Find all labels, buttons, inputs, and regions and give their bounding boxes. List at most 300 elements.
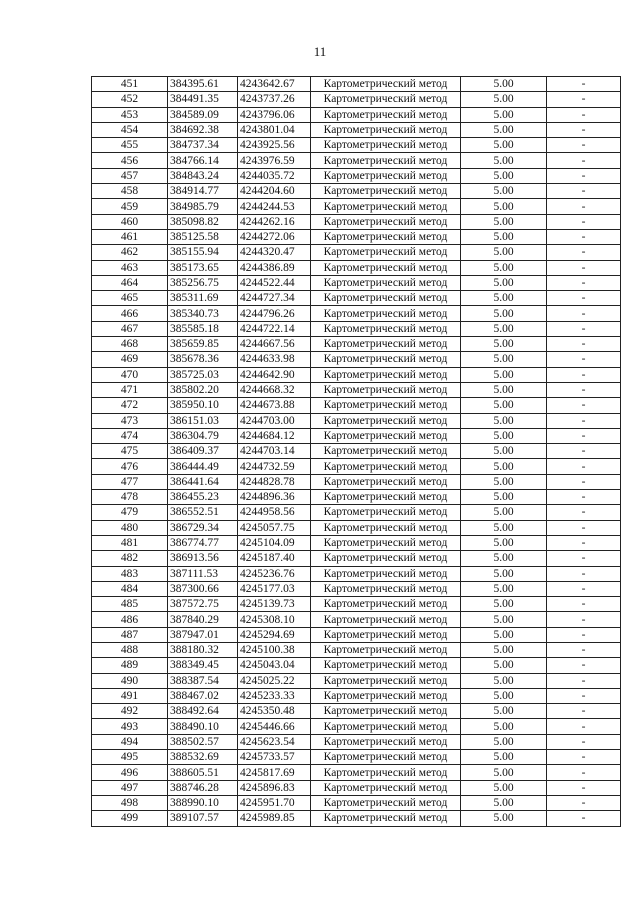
y-coordinate-cell: 4244320.47 (238, 245, 311, 260)
precision-cell: 5.00 (461, 551, 547, 566)
x-coordinate-cell: 384395.61 (168, 77, 238, 92)
y-coordinate-cell: 4245989.85 (238, 811, 311, 826)
method-cell: Картометрический метод (311, 107, 461, 122)
y-coordinate-cell: 4245057.75 (238, 520, 311, 535)
note-cell: - (547, 260, 621, 275)
method-cell: Картометрический метод (311, 153, 461, 168)
precision-cell: 5.00 (461, 321, 547, 336)
table-row (92, 77, 621, 92)
y-coordinate-cell: 4243976.59 (238, 153, 311, 168)
point-number-cell: 490 (92, 673, 168, 688)
x-coordinate-cell: 388502.57 (168, 734, 238, 749)
point-number-cell: 498 (92, 795, 168, 810)
table-row (92, 337, 621, 352)
method-cell: Картометрический метод (311, 627, 461, 642)
table-row (92, 352, 621, 367)
note-cell: - (547, 581, 621, 596)
x-coordinate-cell: 388387.54 (168, 673, 238, 688)
y-coordinate-cell: 4243642.67 (238, 77, 311, 92)
note-cell: - (547, 77, 621, 92)
note-cell: - (547, 367, 621, 382)
precision-cell: 5.00 (461, 77, 547, 92)
point-number-cell: 463 (92, 260, 168, 275)
method-cell: Картометрический метод (311, 275, 461, 290)
y-coordinate-cell: 4244668.32 (238, 382, 311, 397)
x-coordinate-cell: 385678.36 (168, 352, 238, 367)
x-coordinate-cell: 385098.82 (168, 214, 238, 229)
table-row (92, 612, 621, 627)
point-number-cell: 488 (92, 642, 168, 657)
table-row (92, 719, 621, 734)
y-coordinate-cell: 4243737.26 (238, 92, 311, 107)
note-cell: - (547, 138, 621, 153)
table-row (92, 214, 621, 229)
y-coordinate-cell: 4245100.38 (238, 642, 311, 657)
method-cell: Картометрический метод (311, 184, 461, 199)
point-number-cell: 484 (92, 581, 168, 596)
x-coordinate-cell: 387947.01 (168, 627, 238, 642)
point-number-cell: 455 (92, 138, 168, 153)
method-cell: Картометрический метод (311, 214, 461, 229)
point-number-cell: 466 (92, 306, 168, 321)
precision-cell: 5.00 (461, 704, 547, 719)
note-cell: - (547, 520, 621, 535)
method-cell: Картометрический метод (311, 535, 461, 550)
note-cell: - (547, 428, 621, 443)
y-coordinate-cell: 4244667.56 (238, 337, 311, 352)
table-row (92, 597, 621, 612)
y-coordinate-cell: 4244896.36 (238, 490, 311, 505)
point-number-cell: 485 (92, 597, 168, 612)
note-cell: - (547, 382, 621, 397)
x-coordinate-cell: 385311.69 (168, 291, 238, 306)
precision-cell: 5.00 (461, 229, 547, 244)
method-cell: Картометрический метод (311, 92, 461, 107)
method-cell: Картометрический метод (311, 77, 461, 92)
note-cell: - (547, 734, 621, 749)
y-coordinate-cell: 4245043.04 (238, 658, 311, 673)
x-coordinate-cell: 388467.02 (168, 688, 238, 703)
y-coordinate-cell: 4245896.83 (238, 780, 311, 795)
note-cell: - (547, 811, 621, 826)
precision-cell: 5.00 (461, 642, 547, 657)
y-coordinate-cell: 4244204.60 (238, 184, 311, 199)
table-row (92, 153, 621, 168)
method-cell: Картометрический метод (311, 260, 461, 275)
x-coordinate-cell: 388532.69 (168, 750, 238, 765)
page-number: 11 (313, 44, 327, 59)
point-number-cell: 494 (92, 734, 168, 749)
precision-cell: 5.00 (461, 658, 547, 673)
note-cell: - (547, 612, 621, 627)
x-coordinate-cell: 384737.34 (168, 138, 238, 153)
precision-cell: 5.00 (461, 597, 547, 612)
note-cell: - (547, 291, 621, 306)
note-cell: - (547, 535, 621, 550)
note-cell: - (547, 505, 621, 520)
y-coordinate-cell: 4245187.40 (238, 551, 311, 566)
precision-cell: 5.00 (461, 122, 547, 137)
precision-cell: 5.00 (461, 627, 547, 642)
x-coordinate-cell: 386151.03 (168, 413, 238, 428)
note-cell: - (547, 795, 621, 810)
y-coordinate-cell: 4244522.44 (238, 275, 311, 290)
precision-cell: 5.00 (461, 306, 547, 321)
precision-cell: 5.00 (461, 688, 547, 703)
note-cell: - (547, 444, 621, 459)
point-number-cell: 487 (92, 627, 168, 642)
point-number-cell: 479 (92, 505, 168, 520)
y-coordinate-cell: 4245308.10 (238, 612, 311, 627)
x-coordinate-cell: 384985.79 (168, 199, 238, 214)
precision-cell: 5.00 (461, 520, 547, 535)
precision-cell: 5.00 (461, 566, 547, 581)
method-cell: Картометрический метод (311, 367, 461, 382)
table-row (92, 811, 621, 826)
x-coordinate-cell: 386444.49 (168, 459, 238, 474)
table-row (92, 581, 621, 596)
y-coordinate-cell: 4244035.72 (238, 168, 311, 183)
x-coordinate-cell: 384692.38 (168, 122, 238, 137)
table-row (92, 780, 621, 795)
table-row (92, 168, 621, 183)
point-number-cell: 482 (92, 551, 168, 566)
note-cell: - (547, 597, 621, 612)
precision-cell: 5.00 (461, 260, 547, 275)
method-cell: Картометрический метод (311, 765, 461, 780)
note-cell: - (547, 337, 621, 352)
precision-cell: 5.00 (461, 505, 547, 520)
point-number-cell: 478 (92, 490, 168, 505)
table-row (92, 505, 621, 520)
point-number-cell: 475 (92, 444, 168, 459)
precision-cell: 5.00 (461, 765, 547, 780)
precision-cell: 5.00 (461, 382, 547, 397)
note-cell: - (547, 229, 621, 244)
y-coordinate-cell: 4244722.14 (238, 321, 311, 336)
method-cell: Картометрический метод (311, 444, 461, 459)
note-cell: - (547, 168, 621, 183)
x-coordinate-cell: 385340.73 (168, 306, 238, 321)
y-coordinate-cell: 4243796.06 (238, 107, 311, 122)
point-number-cell: 456 (92, 153, 168, 168)
precision-cell: 5.00 (461, 291, 547, 306)
note-cell: - (547, 719, 621, 734)
precision-cell: 5.00 (461, 107, 547, 122)
x-coordinate-cell: 386441.64 (168, 474, 238, 489)
method-cell: Картометрический метод (311, 551, 461, 566)
method-cell: Картометрический метод (311, 168, 461, 183)
precision-cell: 5.00 (461, 811, 547, 826)
method-cell: Картометрический метод (311, 566, 461, 581)
y-coordinate-cell: 4243801.04 (238, 122, 311, 137)
point-number-cell: 481 (92, 535, 168, 550)
method-cell: Картометрический метод (311, 352, 461, 367)
table-row (92, 382, 621, 397)
table-row (92, 765, 621, 780)
precision-cell: 5.00 (461, 398, 547, 413)
method-cell: Картометрический метод (311, 597, 461, 612)
method-cell: Картометрический метод (311, 719, 461, 734)
note-cell: - (547, 780, 621, 795)
x-coordinate-cell: 385659.85 (168, 337, 238, 352)
note-cell: - (547, 704, 621, 719)
precision-cell: 5.00 (461, 337, 547, 352)
precision-cell: 5.00 (461, 750, 547, 765)
note-cell: - (547, 765, 621, 780)
note-cell: - (547, 245, 621, 260)
table-row (92, 413, 621, 428)
table-row (92, 92, 621, 107)
point-number-cell: 496 (92, 765, 168, 780)
x-coordinate-cell: 386913.56 (168, 551, 238, 566)
y-coordinate-cell: 4244684.12 (238, 428, 311, 443)
point-number-cell: 451 (92, 77, 168, 92)
table-row (92, 734, 621, 749)
y-coordinate-cell: 4244727.34 (238, 291, 311, 306)
note-cell: - (547, 490, 621, 505)
y-coordinate-cell: 4245446.66 (238, 719, 311, 734)
table-row (92, 306, 621, 321)
point-number-cell: 471 (92, 382, 168, 397)
point-number-cell: 468 (92, 337, 168, 352)
table-row (92, 291, 621, 306)
y-coordinate-cell: 4244244.53 (238, 199, 311, 214)
method-cell: Картометрический метод (311, 229, 461, 244)
table-row (92, 122, 621, 137)
table-row (92, 520, 621, 535)
method-cell: Картометрический метод (311, 398, 461, 413)
x-coordinate-cell: 385125.58 (168, 229, 238, 244)
y-coordinate-cell: 4245817.69 (238, 765, 311, 780)
point-number-cell: 495 (92, 750, 168, 765)
point-number-cell: 499 (92, 811, 168, 826)
x-coordinate-cell: 386455.23 (168, 490, 238, 505)
precision-cell: 5.00 (461, 199, 547, 214)
point-number-cell: 473 (92, 413, 168, 428)
precision-cell: 5.00 (461, 734, 547, 749)
point-number-cell: 467 (92, 321, 168, 336)
method-cell: Картометрический метод (311, 321, 461, 336)
method-cell: Картометрический метод (311, 688, 461, 703)
point-number-cell: 489 (92, 658, 168, 673)
method-cell: Картометрический метод (311, 459, 461, 474)
x-coordinate-cell: 386552.51 (168, 505, 238, 520)
y-coordinate-cell: 4245236.76 (238, 566, 311, 581)
method-cell: Картометрический метод (311, 337, 461, 352)
method-cell: Картометрический метод (311, 673, 461, 688)
y-coordinate-cell: 4244642.90 (238, 367, 311, 382)
note-cell: - (547, 459, 621, 474)
table-row (92, 688, 621, 703)
point-number-cell: 453 (92, 107, 168, 122)
table-row (92, 551, 621, 566)
precision-cell: 5.00 (461, 92, 547, 107)
note-cell: - (547, 673, 621, 688)
method-cell: Картометрический метод (311, 291, 461, 306)
point-number-cell: 480 (92, 520, 168, 535)
method-cell: Картометрический метод (311, 474, 461, 489)
point-number-cell: 472 (92, 398, 168, 413)
precision-cell: 5.00 (461, 153, 547, 168)
method-cell: Картометрический метод (311, 581, 461, 596)
point-number-cell: 476 (92, 459, 168, 474)
table-row (92, 107, 621, 122)
point-number-cell: 474 (92, 428, 168, 443)
precision-cell: 5.00 (461, 245, 547, 260)
note-cell: - (547, 566, 621, 581)
point-number-cell: 459 (92, 199, 168, 214)
method-cell: Картометрический метод (311, 780, 461, 795)
note-cell: - (547, 306, 621, 321)
note-cell: - (547, 107, 621, 122)
x-coordinate-cell: 387572.75 (168, 597, 238, 612)
note-cell: - (547, 474, 621, 489)
point-number-cell: 464 (92, 275, 168, 290)
x-coordinate-cell: 384589.09 (168, 107, 238, 122)
y-coordinate-cell: 4245350.48 (238, 704, 311, 719)
point-number-cell: 457 (92, 168, 168, 183)
x-coordinate-cell: 384491.35 (168, 92, 238, 107)
x-coordinate-cell: 388746.28 (168, 780, 238, 795)
table-row (92, 566, 621, 581)
x-coordinate-cell: 388990.10 (168, 795, 238, 810)
method-cell: Картометрический метод (311, 245, 461, 260)
point-number-cell: 462 (92, 245, 168, 260)
x-coordinate-cell: 387840.29 (168, 612, 238, 627)
x-coordinate-cell: 386729.34 (168, 520, 238, 535)
table-row (92, 444, 621, 459)
precision-cell: 5.00 (461, 490, 547, 505)
note-cell: - (547, 551, 621, 566)
note-cell: - (547, 214, 621, 229)
method-cell: Картометрический метод (311, 734, 461, 749)
x-coordinate-cell: 386409.37 (168, 444, 238, 459)
note-cell: - (547, 627, 621, 642)
table-row (92, 673, 621, 688)
x-coordinate-cell: 388492.64 (168, 704, 238, 719)
table-row (92, 704, 621, 719)
x-coordinate-cell: 384843.24 (168, 168, 238, 183)
point-number-cell: 465 (92, 291, 168, 306)
y-coordinate-cell: 4245025.22 (238, 673, 311, 688)
y-coordinate-cell: 4245951.70 (238, 795, 311, 810)
note-cell: - (547, 398, 621, 413)
table-row (92, 535, 621, 550)
method-cell: Картометрический метод (311, 122, 461, 137)
precision-cell: 5.00 (461, 352, 547, 367)
precision-cell: 5.00 (461, 138, 547, 153)
x-coordinate-cell: 389107.57 (168, 811, 238, 826)
method-cell: Картометрический метод (311, 795, 461, 810)
method-cell: Картометрический метод (311, 382, 461, 397)
precision-cell: 5.00 (461, 275, 547, 290)
table-row (92, 658, 621, 673)
table-row (92, 367, 621, 382)
precision-cell: 5.00 (461, 184, 547, 199)
y-coordinate-cell: 4244703.14 (238, 444, 311, 459)
table-row (92, 199, 621, 214)
table-row (92, 750, 621, 765)
point-number-cell: 491 (92, 688, 168, 703)
note-cell: - (547, 413, 621, 428)
y-coordinate-cell: 4244828.78 (238, 474, 311, 489)
point-number-cell: 460 (92, 214, 168, 229)
note-cell: - (547, 184, 621, 199)
y-coordinate-cell: 4245177.03 (238, 581, 311, 596)
table-body (92, 77, 621, 827)
precision-cell: 5.00 (461, 413, 547, 428)
table-row (92, 795, 621, 810)
y-coordinate-cell: 4244262.16 (238, 214, 311, 229)
x-coordinate-cell: 384914.77 (168, 184, 238, 199)
note-cell: - (547, 658, 621, 673)
table-row (92, 642, 621, 657)
y-coordinate-cell: 4244633.98 (238, 352, 311, 367)
method-cell: Картометрический метод (311, 490, 461, 505)
y-coordinate-cell: 4244386.89 (238, 260, 311, 275)
method-cell: Картометрический метод (311, 306, 461, 321)
precision-cell: 5.00 (461, 367, 547, 382)
y-coordinate-cell: 4245139.73 (238, 597, 311, 612)
method-cell: Картометрический метод (311, 642, 461, 657)
point-number-cell: 477 (92, 474, 168, 489)
y-coordinate-cell: 4245233.33 (238, 688, 311, 703)
y-coordinate-cell: 4244272.06 (238, 229, 311, 244)
y-coordinate-cell: 4244673.88 (238, 398, 311, 413)
precision-cell: 5.00 (461, 780, 547, 795)
x-coordinate-cell: 385155.94 (168, 245, 238, 260)
y-coordinate-cell: 4245623.54 (238, 734, 311, 749)
method-cell: Картометрический метод (311, 658, 461, 673)
precision-cell: 5.00 (461, 214, 547, 229)
table-row (92, 245, 621, 260)
point-number-cell: 486 (92, 612, 168, 627)
table-row (92, 474, 621, 489)
precision-cell: 5.00 (461, 428, 547, 443)
x-coordinate-cell: 386774.77 (168, 535, 238, 550)
x-coordinate-cell: 388349.45 (168, 658, 238, 673)
x-coordinate-cell: 388180.32 (168, 642, 238, 657)
y-coordinate-cell: 4244958.56 (238, 505, 311, 520)
note-cell: - (547, 352, 621, 367)
table-row (92, 627, 621, 642)
table-row (92, 275, 621, 290)
x-coordinate-cell: 385585.18 (168, 321, 238, 336)
note-cell: - (547, 642, 621, 657)
table-row (92, 428, 621, 443)
x-coordinate-cell: 386304.79 (168, 428, 238, 443)
method-cell: Картометрический метод (311, 704, 461, 719)
precision-cell: 5.00 (461, 444, 547, 459)
table-row (92, 184, 621, 199)
x-coordinate-cell: 385173.65 (168, 260, 238, 275)
y-coordinate-cell: 4245733.57 (238, 750, 311, 765)
precision-cell: 5.00 (461, 535, 547, 550)
precision-cell: 5.00 (461, 168, 547, 183)
note-cell: - (547, 275, 621, 290)
coordinates-table (91, 76, 621, 827)
x-coordinate-cell: 385950.10 (168, 398, 238, 413)
point-number-cell: 454 (92, 122, 168, 137)
note-cell: - (547, 122, 621, 137)
point-number-cell: 483 (92, 566, 168, 581)
precision-cell: 5.00 (461, 673, 547, 688)
method-cell: Картометрический метод (311, 505, 461, 520)
note-cell: - (547, 153, 621, 168)
method-cell: Картометрический метод (311, 750, 461, 765)
method-cell: Картометрический метод (311, 520, 461, 535)
